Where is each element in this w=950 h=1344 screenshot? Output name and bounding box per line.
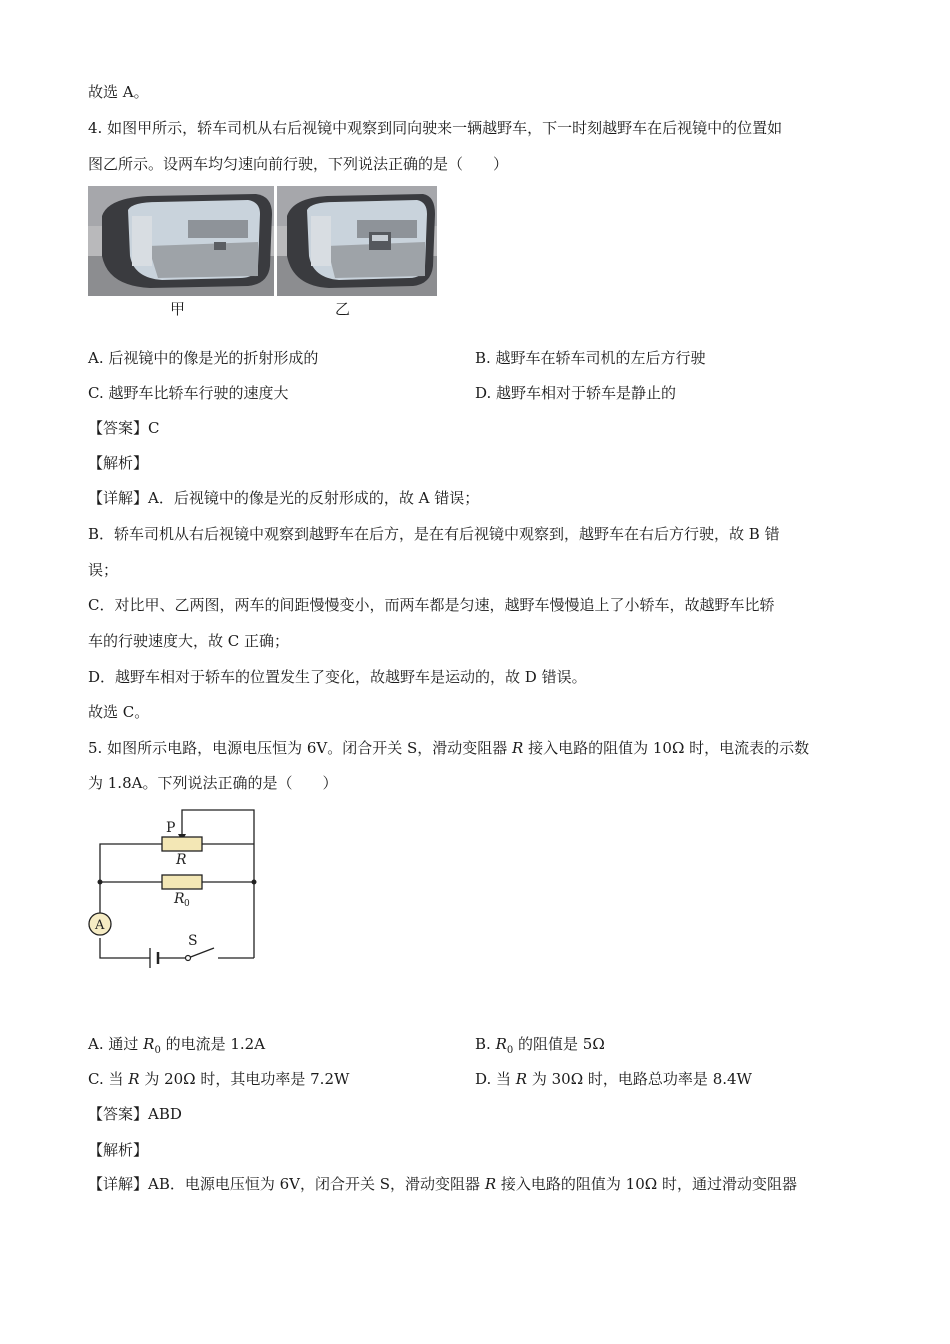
question-4-stem: 4. 如图甲所示，轿车司机从右后视镜中观察到同向驶来一辆越野车，下一时刻越野车在后视镜中的位置如 — [88, 119, 783, 137]
detail-line: D．越野车相对于轿车的位置发生了变化，故越野车是运动的，故 D 错误。 — [88, 668, 587, 686]
mirror-photo-jia — [88, 186, 274, 296]
ammeter-label: A — [95, 918, 105, 933]
analysis-heading: 【解析】 — [88, 454, 149, 472]
option-c: C. 越野车比轿车行驶的速度大 — [88, 384, 289, 402]
text-line: 故选 C。 — [88, 703, 150, 721]
caption-yi: 乙 — [335, 300, 351, 318]
answer: 【答案】ABD — [88, 1105, 182, 1123]
option-a: A. 通过 $R_0$ 的电流是 1.2A — [88, 1035, 266, 1056]
question-5-stem: 5. 如图所示电路，电源电压恒为 6V。闭合开关 S，滑动变阻器 R 接入电路的阻值为 10Ω 时，电流表的示数 — [88, 739, 810, 757]
option-b: B. $R_0$ 的阻值是 5Ω — [475, 1035, 605, 1056]
detail-line: 车的行驶速度大，故 C 正确； — [88, 632, 290, 650]
detail-line: B．轿车司机从右后视镜中观察到越野车在后方，是在有后视镜中观察到，越野车在右后方行驶，故 B 错 — [88, 525, 780, 543]
switch-label: S — [188, 933, 198, 949]
mirror-photo-yi — [277, 186, 437, 296]
option-d: D. 越野车相对于轿车是静止的 — [475, 384, 677, 402]
resistor-label-sub: 0 — [184, 899, 190, 909]
option-d: D. 当 R 为 30Ω 时，电路总功率是 8.4W — [475, 1070, 752, 1088]
option-b: B. 越野车在轿车司机的左后方行驶 — [475, 349, 706, 367]
circuit-diagram — [88, 808, 268, 978]
analysis-heading: 【解析】 — [88, 1141, 149, 1159]
option-c: C. 当 R 为 20Ω 时，其电功率是 7.2W — [88, 1070, 350, 1088]
slider-label: P — [166, 820, 176, 836]
detail-line: 误； — [88, 561, 119, 579]
text-line: 故选 A。 — [88, 83, 149, 101]
resistor-label: R — [174, 891, 185, 907]
detail-line: 【详解】AB．电源电压恒为 6V，闭合开关 S，滑动变阻器 R 接入电路的阻值为 10Ω 时，通过滑动变阻器 — [88, 1175, 797, 1193]
detail-line: C．对比甲、乙两图，两车的间距慢慢变小，而两车都是匀速，越野车慢慢追上了小轿车，故越野车比轿 — [88, 596, 775, 614]
caption-jia: 甲 — [170, 300, 186, 318]
question-5-stem: 为 1.8A。下列说法正确的是（ ） — [88, 774, 338, 792]
answer: 【答案】C — [88, 419, 160, 437]
question-4-stem: 图乙所示。设两车均匀速向前行驶，下列说法正确的是（ ） — [88, 155, 509, 173]
option-a: A. 后视镜中的像是光的折射形成的 — [88, 349, 319, 367]
detail-line: 【详解】A．后视镜中的像是光的反射形成的，故 A 错误； — [88, 489, 480, 507]
rheostat-label: R — [176, 852, 187, 868]
